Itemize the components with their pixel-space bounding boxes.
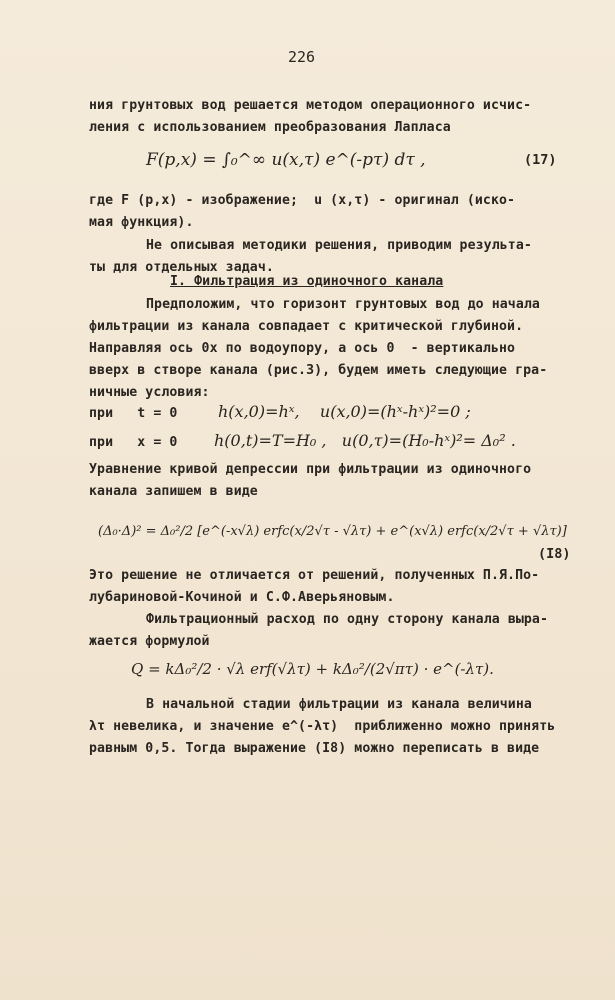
section-title: I. Фильтрация из одиночного канала	[170, 274, 444, 289]
page-number: 226	[288, 48, 316, 66]
boundary-label: при x = 0	[89, 435, 178, 450]
text-line: Фильтрационный расход по одну сторону канала выра-	[138, 612, 549, 627]
text-line: канала запишем в виде	[89, 484, 258, 499]
text-line: Не описывая методики решения, приводим результа-	[146, 238, 532, 253]
text-line: ничные условия:	[89, 385, 210, 400]
text-line: равным 0,5. Тогда выражение (I8) можно переписать в виде	[89, 741, 540, 756]
text-line: мая функция).	[89, 215, 194, 230]
equation-number: (17)	[524, 152, 557, 168]
text-line: фильтрации из канала совпадает с критической глубиной.	[89, 319, 524, 334]
text-line: В начальной стадии фильтрации из канала величина	[146, 697, 532, 712]
text-line: жается формулой	[89, 634, 210, 649]
text-line: Предположим, что горизонт грунтовых вод до начала	[146, 297, 540, 312]
boundary-label: при t = 0	[89, 406, 178, 421]
text-line: Это решение не отличается от решений, полученных П.Я.По-	[89, 568, 540, 583]
text-line: Направляя ось 0х по водоупору, а ось 0 - вертикально	[89, 341, 516, 356]
text-line: λτ невелика, и значение e^(-λτ) приближенно можно принять	[89, 719, 556, 734]
equation-18: (Δ₀·Δ)² = Δ₀²/2 [e^(-x√λ) erfc(x/2√τ - √λτ) + e^(x√λ) erfc(x/2√τ + √λτ)]	[98, 524, 567, 539]
text-line: вверх в створе канала (рис.3), будем иметь следующие гра-	[89, 363, 548, 378]
text-line: ты для отдельных задач.	[89, 260, 274, 275]
equation-flow-rate: Q = kΔ₀²/2 · √λ erf(√λτ) + kΔ₀²/(2√πτ) · e^(-λτ).	[131, 660, 494, 678]
text-line: лубариновой-Кочиной и С.Ф.Аверьяновым.	[89, 590, 395, 605]
boundary-formula: h(x,0)=hˣ, u(x,0)=(hˣ-hˣ)²=0 ;	[218, 402, 471, 421]
text-line: Уравнение кривой депрессии при фильтрации из одиночного	[89, 462, 532, 477]
text-line: ния грунтовых вод решается методом операционного исчис-	[89, 98, 532, 113]
text-line: ления с использованием преобразования Лапласа	[89, 120, 451, 135]
text-line: где F (p,x) - изображение; u (x,τ) - оригинал (иско-	[89, 193, 516, 208]
boundary-formula: h(0,t)=T=H₀ , u(0,τ)=(H₀-hˣ)²= Δ₀² .	[214, 431, 516, 450]
equation-17: F(p,x) = ∫₀^∞ u(x,τ) e^(-pτ) dτ ,	[146, 150, 426, 170]
equation-number: (I8)	[538, 546, 571, 562]
